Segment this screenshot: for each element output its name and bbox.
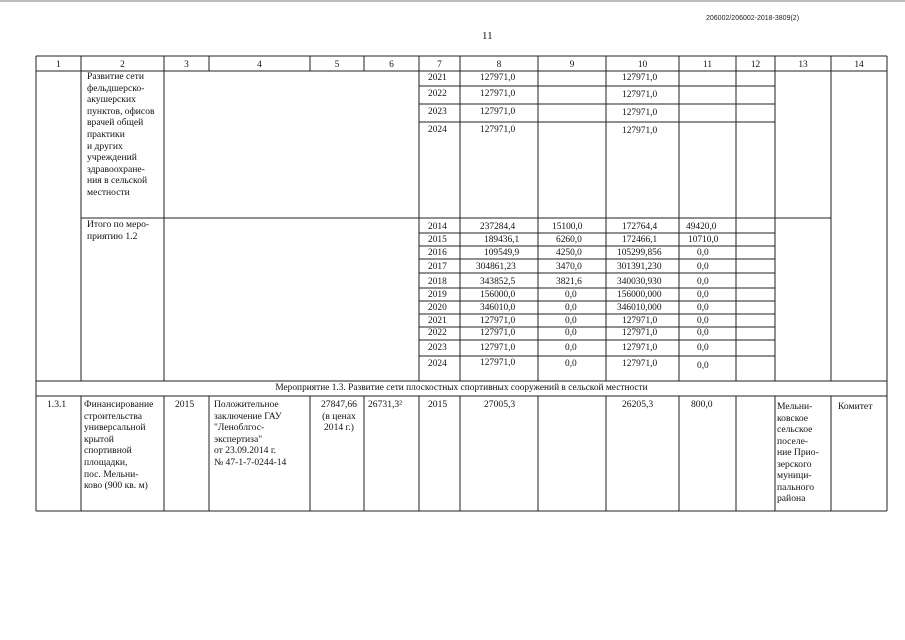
col-header-7: 7	[437, 60, 442, 70]
object-name-cell: Финансирование строительства универсальной крытой спортивной площадки, пос. Мельни- ково (900 кв. м)	[84, 399, 154, 492]
federal-budget-cell: 6260,0	[556, 235, 582, 245]
col-header-6: 6	[389, 60, 394, 70]
year-cell: 2015	[175, 399, 195, 410]
regional-budget-cell: 340030,930	[617, 277, 662, 287]
federal-budget-cell: 0,0	[565, 359, 577, 369]
regional-budget-cell: 127971,0	[622, 328, 658, 338]
total-cell: 304861,23	[476, 262, 516, 272]
local-budget-cell: 0,0	[697, 248, 709, 258]
regional-budget-cell: 346010,000	[617, 303, 662, 313]
federal-budget-cell: 0,0	[565, 328, 577, 338]
total-cell: 127971,0	[480, 73, 516, 83]
federal-budget-cell: 3821,6	[556, 277, 582, 287]
year-cell: 2021	[428, 73, 447, 83]
col-header-9: 9	[569, 60, 575, 70]
year-cell: 2024	[428, 125, 447, 135]
estimated-cost-cell: 27847,66 (в ценах 2014 г.)	[321, 399, 357, 434]
col-header-8: 8	[496, 60, 502, 70]
responsible-cell: Комитет	[838, 401, 873, 412]
local-budget-cell: 0,0	[697, 361, 709, 371]
local-budget-cell: 10710,0	[688, 235, 719, 245]
federal-budget-cell: 0,0	[565, 290, 577, 300]
recipient-cell: Мельни- ковское сельское поселе- ние Прио- зерского муници- пального района	[777, 401, 819, 504]
total-cell: 156000,0	[480, 290, 516, 300]
local-budget-cell: 0,0	[697, 316, 709, 326]
local-budget-cell: 49420,0	[686, 222, 717, 232]
year-cell: 2024	[428, 359, 447, 369]
year-cell: 2015	[428, 235, 447, 245]
local-budget-cell: 0,0	[697, 277, 709, 287]
year-cell: 2022	[428, 89, 447, 99]
regional-budget-cell: 127971,0	[622, 108, 658, 118]
total-cell: 127971,0	[480, 125, 516, 135]
year-cell: 2016	[428, 248, 447, 258]
col-header-2: 2	[120, 60, 125, 70]
total-cell: 127971,0	[480, 343, 516, 353]
col-header-5: 5	[334, 60, 340, 70]
remaining-cost-cell: 26731,3²	[368, 399, 403, 410]
regional-budget-cell: 127971,0	[622, 90, 658, 100]
local-budget-cell: 0,0	[697, 328, 709, 338]
year-cell: 2022	[428, 328, 447, 338]
regional-budget-cell: 156000,000	[617, 290, 662, 300]
regional-budget-cell: 127971,0	[622, 73, 658, 83]
federal-budget-cell: 0,0	[565, 343, 577, 353]
total-cell: 127971,0	[480, 89, 516, 99]
col-header-3: 3	[184, 60, 189, 70]
total-cell: 127971,0	[480, 328, 516, 338]
federal-budget-cell: 15100,0	[552, 222, 583, 232]
regional-budget-cell: 172764,4	[622, 222, 658, 232]
local-budget-cell: 0,0	[697, 262, 709, 272]
col-header-4: 4	[257, 60, 262, 70]
regional-budget-cell: 127971,0	[622, 343, 658, 353]
regional-budget-cell: 127971,0	[622, 126, 658, 136]
federal-budget-cell: 0,0	[565, 303, 577, 313]
expertise-cell: Положительное заключение ГАУ "Леноблгос- экспертиза" от 23.09.2014 г. № 47-1-7-0244-14	[214, 399, 287, 468]
federal-budget-cell: 0,0	[565, 316, 577, 326]
total-cell: 27005,3	[484, 399, 516, 410]
measure-title: Мероприятие 1.3. Развитие сети плоскостных спортивных сооружений в сельской местности	[275, 383, 648, 393]
year-cell: 2018	[428, 277, 447, 287]
total-cell: 127971,0	[480, 107, 516, 117]
regional-budget-cell: 301391,230	[617, 262, 662, 272]
regional-budget-cell: 105299,856	[617, 248, 662, 258]
year-cell: 2014	[428, 222, 447, 232]
total-cell: 346010,0	[480, 303, 516, 313]
regional-budget-cell: 26205,3	[622, 399, 654, 410]
year-cell: 2019	[428, 290, 447, 300]
measure-total-name-cell: Итого по меро- приятию 1.2	[87, 219, 150, 242]
total-cell: 109549,9	[484, 248, 520, 258]
regional-budget-cell: 127971,0	[622, 316, 658, 326]
year-cell: 2023	[428, 107, 447, 117]
year-cell: 2021	[428, 316, 447, 326]
col-header-14: 14	[854, 60, 864, 70]
col-header-1: 1	[56, 60, 61, 70]
local-budget-cell: 0,0	[697, 303, 709, 313]
year-cell: 2023	[428, 343, 447, 353]
local-budget-cell: 0,0	[697, 343, 709, 353]
col-header-13: 13	[798, 60, 808, 70]
federal-budget-cell: 4250,0	[556, 248, 582, 258]
total-cell: 127971,0	[480, 358, 516, 368]
total-cell: 237284,4	[480, 222, 516, 232]
total-cell: 189436,1	[484, 235, 520, 245]
page-number: 11	[482, 30, 493, 42]
total-cell: 127971,0	[480, 316, 516, 326]
federal-budget-cell: 3470,0	[556, 262, 582, 272]
col-header-12: 12	[750, 60, 761, 70]
year-cell: 2020	[428, 303, 447, 313]
document-id: 206002/206002-2018-3809(2)	[706, 15, 800, 22]
row-number-cell: 1.3.1	[47, 399, 67, 410]
regional-budget-cell: 127971,0	[622, 359, 658, 369]
measure-name-cell: Развитие сети фельдшерско- акушерских пунктов, офисов врачей общей практики и других учреждений здравоохране- ния в сельской местности	[87, 71, 155, 198]
year-cell: 2017	[428, 262, 447, 272]
local-budget-cell: 0,0	[697, 290, 709, 300]
regional-budget-cell: 172466,1	[622, 235, 658, 245]
local-budget-cell: 800,0	[691, 399, 713, 410]
col-header-11: 11	[702, 60, 713, 70]
year-cell: 2015	[428, 399, 448, 410]
total-cell: 343852,5	[480, 277, 516, 287]
col-header-10: 10	[637, 60, 648, 70]
